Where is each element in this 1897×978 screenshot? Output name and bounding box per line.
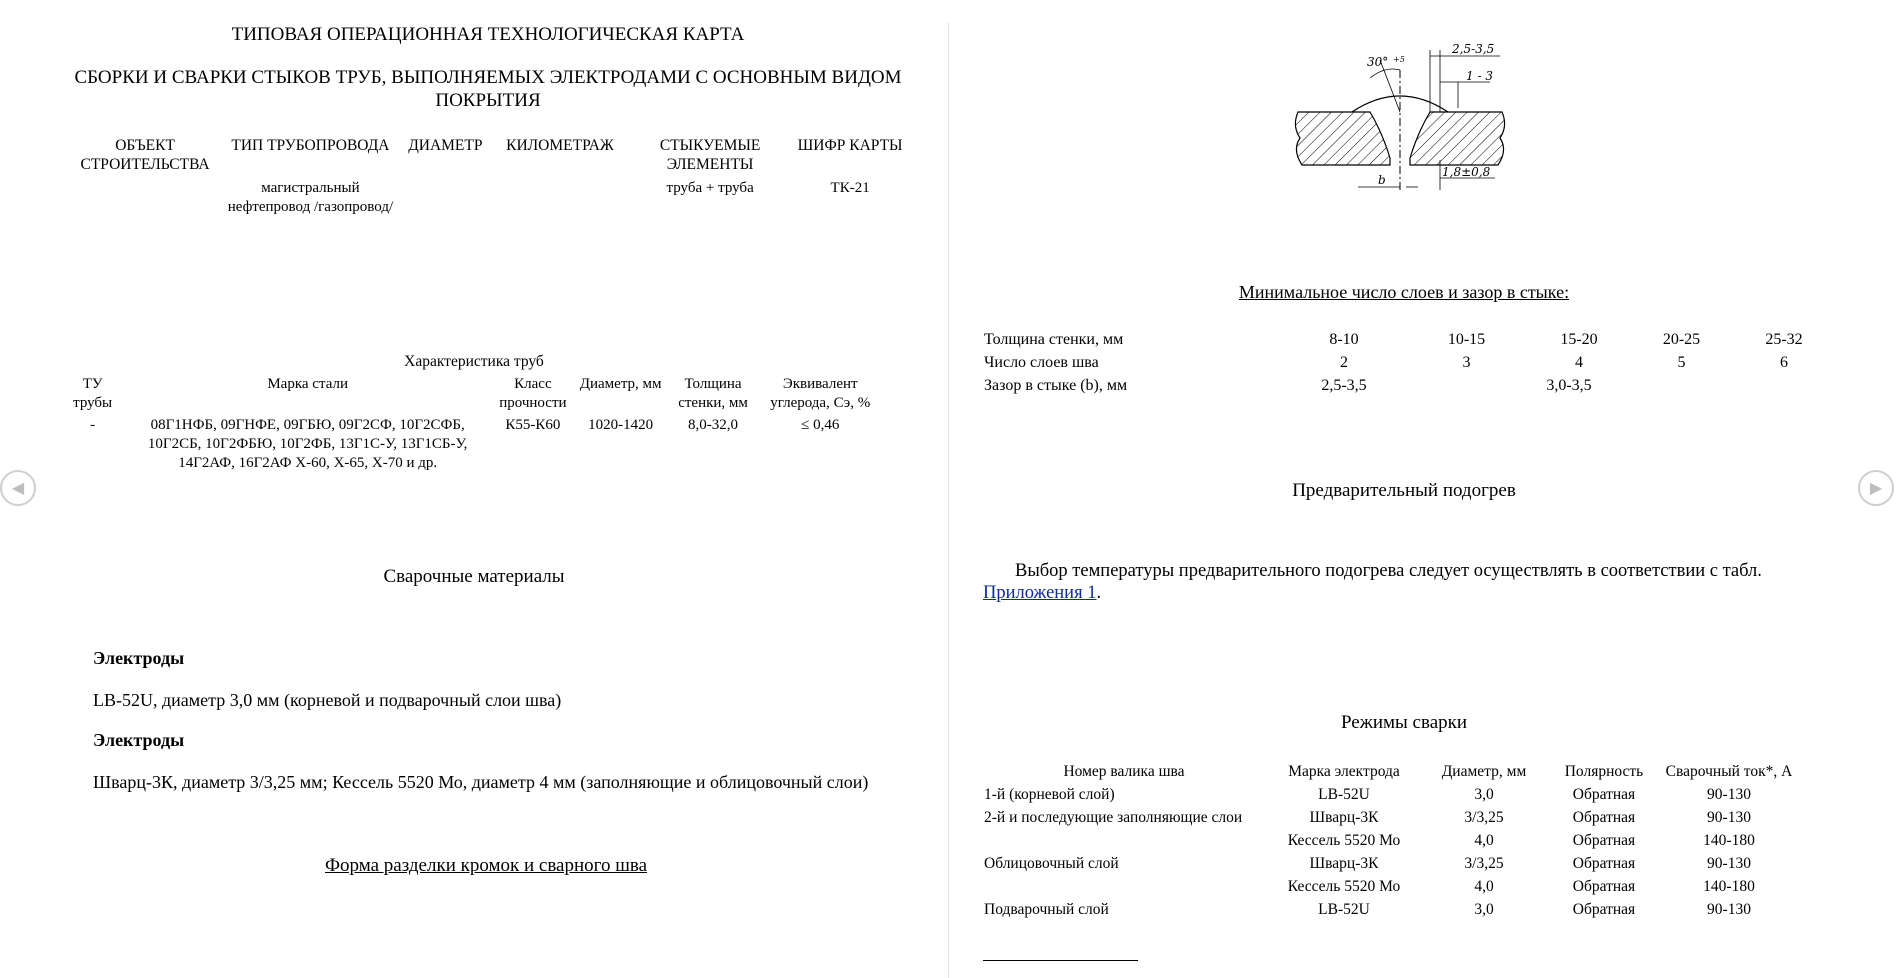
header-table	[70, 136, 910, 217]
chevron-left-icon: ◀	[11, 480, 25, 497]
modes-col-current: Сварочный ток*, А	[1665, 762, 1793, 780]
thickness-value: 20-25	[1662, 330, 1701, 348]
table-row	[984, 829, 1794, 852]
thickness-value: 15-20	[1560, 330, 1598, 348]
modes-table	[984, 760, 1794, 921]
modes-cell-current: 140-180	[1703, 877, 1755, 895]
materials-title: Сварочные материалы	[383, 566, 565, 587]
header-val-elements: труба + труба	[666, 180, 754, 196]
header-col-object: ОБЪЕКТ СТРОИТЕЛЬСТВА	[80, 137, 210, 173]
range-mid-label: 1 - 3	[1466, 69, 1493, 83]
layers-gap-label: Зазор в стыке (b), мм	[984, 376, 1128, 394]
left-page	[0, 0, 948, 978]
modes-cell-current: 90-130	[1707, 900, 1751, 918]
modes-cell-diameter: 4,0	[1474, 831, 1494, 849]
pipe-col-thickness: Толщина стенки, мм	[678, 376, 748, 411]
pipe-col-steel: Марка стали	[267, 376, 348, 392]
table-row	[984, 806, 1794, 829]
modes-cell-polarity: Обратная	[1572, 785, 1636, 803]
doc-subtitle: СБОРКИ И СВАРКИ СТЫКОВ ТРУБ, ВЫПОЛНЯЕМЫХ ЭЛЕКТРОДАМИ С ОСНОВНЫМ ВИДОМ ПОКРЫТИЯ	[74, 67, 902, 111]
pipe-table-caption: Характеристика труб	[404, 353, 544, 370]
angle-label: 30°	[1367, 55, 1389, 69]
header-val-type: магистральный нефтепровод /газопровод/	[227, 180, 394, 215]
modes-cell-electrode: LB-52U	[1318, 785, 1370, 803]
table-row	[984, 852, 1794, 875]
header-val-diameter	[401, 174, 490, 217]
modes-cell-current: 90-130	[1707, 785, 1751, 803]
layers-row-count	[984, 351, 1834, 374]
gap-value: 3,0-3,5	[1546, 376, 1592, 394]
range-top-label: 2,5-3,5	[1452, 42, 1495, 56]
modes-cell-bead: 2-й и последующие заполняющие слои	[984, 808, 1243, 826]
weld-groove-diagram	[1290, 40, 1520, 200]
modes-title: Режимы сварки	[1340, 712, 1468, 733]
pipe-table	[60, 375, 880, 473]
doc-title: ТИПОВАЯ ОПЕРАЦИОННАЯ ТЕХНОЛОГИЧЕСКАЯ КАРТА	[231, 24, 745, 45]
electrodes-text-2: Шварц-3К, диаметр 3/3,25 мм; Кессель 5520 Мо, диаметр 4 мм (заполняющие и облицовочный слои)	[93, 772, 869, 792]
layers-value: 3	[1462, 353, 1471, 371]
angle-tolerance: +5	[1393, 55, 1405, 64]
modes-cell-electrode: Кессель 5520 Мо	[1287, 831, 1401, 849]
modes-header-row	[984, 760, 1794, 783]
header-col-diameter: ДИАМЕТР	[408, 137, 483, 154]
gap-value: 2,5-3,5	[1321, 376, 1367, 394]
modes-cell-bead	[984, 829, 1264, 852]
modes-col-polarity: Полярность	[1564, 762, 1644, 780]
layers-title: Минимальное число слоев и зазор в стыке:	[1238, 282, 1570, 302]
table-row	[984, 875, 1794, 898]
modes-cell-bead: Подварочный слой	[984, 900, 1109, 918]
pipe-col-carbon: Эквивалент углерода, Сэ, %	[770, 376, 871, 411]
gap-label: b	[1378, 173, 1386, 187]
layers-table	[984, 328, 1834, 397]
modes-cell-electrode: Шварц-3К	[1309, 854, 1379, 872]
layers-row-gap	[984, 374, 1834, 397]
root-label: 1,8±0,8	[1442, 165, 1491, 179]
modes-cell-electrode: Шварц-3К	[1309, 808, 1379, 826]
thickness-value: 8-10	[1329, 330, 1359, 348]
layers-value: 5	[1677, 353, 1686, 371]
modes-cell-diameter: 3/3,25	[1464, 854, 1504, 872]
layers-count-label: Число слоев шва	[984, 353, 1099, 371]
header-col-code: ШИФР КАРТЫ	[797, 137, 903, 154]
pipe-val-thickness: 8,0-32,0	[688, 417, 739, 433]
pipe-val-carbon: ≤ 0,46	[801, 417, 840, 433]
electrodes-text-1: LB-52U, диаметр 3,0 мм (корневой и подварочный слои шва)	[93, 690, 562, 710]
modes-cell-current: 90-130	[1707, 808, 1751, 826]
layers-value: 6	[1780, 353, 1788, 371]
header-val-code: ТК-21	[830, 180, 870, 196]
header-val-object	[70, 174, 220, 217]
modes-cell-bead: Облицовочный слой	[984, 854, 1119, 872]
modes-col-bead: Номер валика шва	[1063, 762, 1185, 780]
right-page	[950, 0, 1897, 978]
modes-cell-diameter: 3,0	[1474, 785, 1494, 803]
layers-row-thickness	[984, 328, 1834, 351]
modes-col-diameter: Диаметр, мм	[1441, 762, 1527, 780]
pipe-col-tu: ТУ трубы	[73, 376, 113, 411]
footnote-separator	[983, 960, 1138, 961]
modes-cell-current: 140-180	[1703, 831, 1755, 849]
page-divider	[948, 22, 949, 978]
modes-cell-polarity: Обратная	[1572, 808, 1636, 826]
modes-cell-polarity: Обратная	[1572, 877, 1636, 895]
pipe-val-diameter: 1020-1420	[588, 417, 654, 433]
modes-cell-diameter: 4,0	[1474, 877, 1494, 895]
modes-cell-current: 90-130	[1707, 854, 1751, 872]
modes-cell-diameter: 3/3,25	[1464, 808, 1504, 826]
modes-cell-diameter: 3,0	[1474, 900, 1494, 918]
electrodes-label-2: Электроды	[93, 730, 185, 750]
layers-value: 4	[1575, 353, 1583, 371]
modes-col-electrode: Марка электрода	[1288, 762, 1400, 780]
table-row	[984, 898, 1794, 921]
chevron-right-icon: ▶	[1869, 480, 1883, 497]
layers-value: 2	[1340, 353, 1348, 371]
header-col-km: КИЛОМЕТРАЖ	[506, 137, 614, 154]
layers-thickness-label: Толщина стенки, мм	[984, 330, 1124, 348]
preheat-body: Выбор температуры предварительного подогрева следует осуществлять в соответствии с табл.	[1015, 561, 1762, 581]
modes-cell-bead: 1-й (корневой слой)	[984, 785, 1115, 803]
header-col-type: ТИП ТРУБОПРОВОДА	[231, 137, 390, 154]
appendix-1-link[interactable]: Приложения 1	[983, 583, 1097, 603]
pipe-col-class: Класс прочности	[499, 376, 567, 411]
modes-cell-electrode: LB-52U	[1318, 900, 1370, 918]
header-col-elements: СТЫКУЕМЫЕ ЭЛЕМЕНТЫ	[659, 137, 761, 173]
preheat-text: Выбор температуры предварительного подогрева следует осуществлять в соответствии с табл. Приложения 1.	[983, 561, 1762, 603]
header-val-km	[490, 174, 630, 217]
modes-cell-polarity: Обратная	[1572, 900, 1636, 918]
pipe-col-diameter: Диаметр, мм	[579, 376, 662, 392]
thickness-value: 25-32	[1765, 330, 1803, 348]
modes-cell-bead	[984, 875, 1264, 898]
pipe-val-class: К55-К60	[505, 417, 561, 433]
pipe-val-tu: -	[90, 417, 96, 433]
electrodes-label-1: Электроды	[93, 648, 185, 668]
modes-cell-polarity: Обратная	[1572, 831, 1636, 849]
table-row	[984, 783, 1794, 806]
thickness-value: 10-15	[1447, 330, 1486, 348]
pipe-val-steel: 08Г1НФБ, 09ГНФЕ, 09ГБЮ, 09Г2СФ, 10Г2СФБ, 10Г2СБ, 10Г2ФБЮ, 10Г2ФБ, 13Г1С-У, 13Г1СБ-У, 14Г2АФ, 16Г2АФ Х-60, Х-65, Х-70 и др.	[147, 417, 468, 471]
modes-cell-polarity: Обратная	[1572, 854, 1636, 872]
modes-cell-electrode: Кессель 5520 Мо	[1287, 877, 1401, 895]
groove-title: Форма разделки кромок и сварного шва	[324, 855, 648, 876]
preheat-title: Предварительный подогрев	[1292, 480, 1516, 501]
